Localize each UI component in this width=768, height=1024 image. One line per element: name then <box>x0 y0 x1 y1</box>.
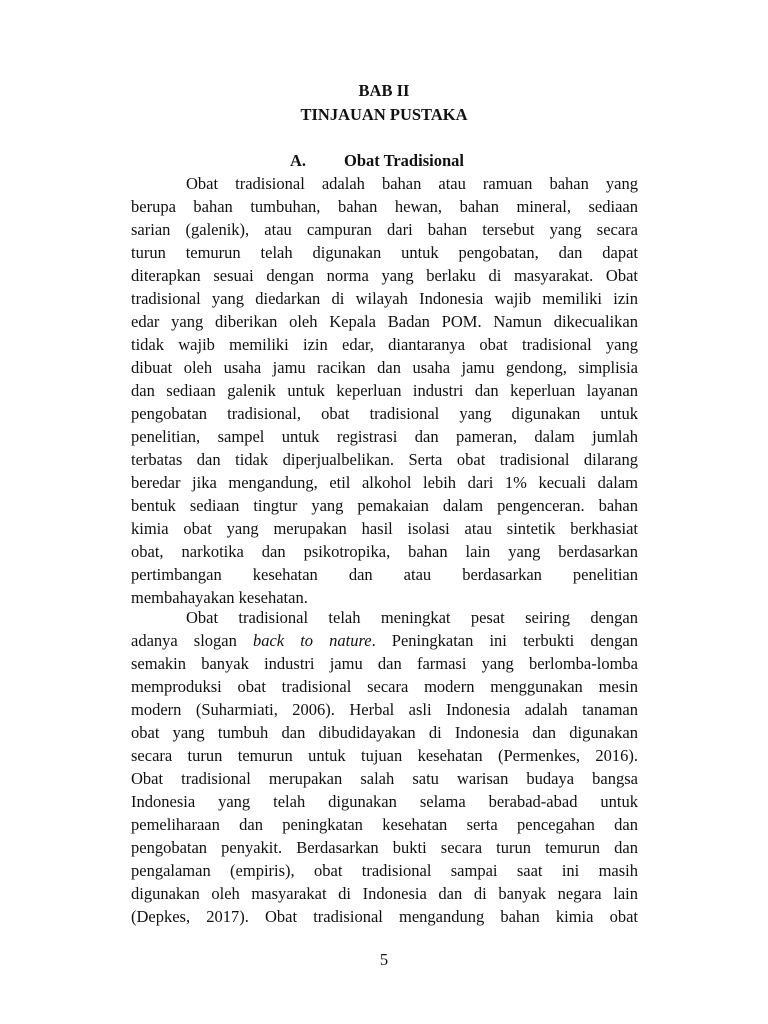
paragraph-line: Obat tradisional adalah bahan atau ramuan bahan yang <box>186 174 638 193</box>
paragraph-line: digunakan oleh masyarakat di Indonesia dan di banyak negara lain <box>131 884 638 903</box>
paragraph-line: berupa bahan tumbuhan, bahan hewan, bahan mineral, sediaan <box>131 197 638 216</box>
paragraph-line: pemeliharaan dan peningkatan kesehatan serta pencegahan dan <box>131 815 638 834</box>
paragraph-line: Obat tradisional telah meningkat pesat seiring dengan <box>186 608 638 627</box>
section-title: Obat Tradisional <box>344 151 464 170</box>
paragraph-line: tradisional yang diedarkan di wilayah Indonesia wajib memiliki izin <box>131 289 638 308</box>
section-heading <box>290 150 464 172</box>
paragraph-line: diterapkan sesuai dengan norma yang berlaku di masyarakat. Obat <box>131 266 638 285</box>
paragraph-line: turun temurun telah digunakan untuk pengobatan, dan dapat <box>131 243 638 262</box>
paragraph-line: membahayakan kesehatan. <box>131 588 308 607</box>
paragraph-line: dan sediaan galenik untuk keperluan industri dan keperluan layanan <box>131 381 638 400</box>
paragraph-line: tidak wajib memiliki izin edar, diantaranya obat tradisional yang <box>131 335 638 354</box>
paragraph-line: pengobatan tradisional, obat tradisional yang digunakan untuk <box>131 404 638 423</box>
paragraph-line-with-italic <box>131 629 638 652</box>
paragraph-line: semakin banyak industri jamu dan farmasi yang berlomba-lomba <box>131 654 638 673</box>
paragraph-line: edar yang diberikan oleh Kepala Badan POM. Namun dikecualikan <box>131 312 638 331</box>
paragraph-line: pengobatan penyakit. Berdasarkan bukti secara turun temurun dan <box>131 838 638 857</box>
section-number: A. <box>290 151 307 170</box>
paragraph-line: (Depkes, 2017). Obat tradisional mengandung bahan kimia obat <box>131 907 638 926</box>
italic-phrase: back to nature <box>252 631 372 650</box>
paragraph-line: modern (Suharmiati, 2006). Herbal asli Indonesia adalah tanaman <box>131 700 638 719</box>
page-number: 5 <box>379 950 389 969</box>
paragraph-line: kimia obat yang merupakan hasil isolasi atau sintetik berkhasiat <box>131 519 638 538</box>
paragraph-line: dibuat oleh usaha jamu racikan dan usaha jamu gendong, simplisia <box>131 358 638 377</box>
paragraph-line: penelitian, sampel untuk registrasi dan pameran, dalam jumlah <box>131 427 638 446</box>
paragraph-1 <box>131 172 638 609</box>
paragraph-line: Obat tradisional merupakan salah satu warisan budaya bangsa <box>131 769 638 788</box>
text-run: adanya slogan <box>131 631 253 650</box>
paragraph-line: sarian (galenik), atau campuran dari bahan tersebut yang secara <box>131 220 638 239</box>
paragraph-line: obat, narkotika dan psikotropika, bahan lain yang berdasarkan <box>131 542 638 561</box>
paragraph-line: Indonesia yang telah digunakan selama berabad-abad untuk <box>131 792 638 811</box>
paragraph-line: secara turun temurun untuk tujuan kesehatan (Permenkes, 2016). <box>131 746 638 765</box>
paragraph-line: pengalaman (empiris), obat tradisional sampai saat ini masih <box>131 861 638 880</box>
text-run: . Peningkatan ini terbukti dengan <box>371 631 638 650</box>
paragraph-line: terbatas dan tidak diperjualbelikan. Serta obat tradisional dilarang <box>131 450 638 469</box>
paragraph-line: memproduksi obat tradisional secara modern menggunakan mesin <box>131 677 638 696</box>
chapter-title: TINJAUAN PUSTAKA <box>300 105 468 124</box>
paragraph-line: pertimbangan kesehatan dan atau berdasarkan penelitian <box>131 565 638 584</box>
paragraph-line: bentuk sediaan tingtur yang pemakaian dalam pengenceran. bahan <box>131 496 638 515</box>
paragraph-2 <box>131 606 638 928</box>
paragraph-line: beredar jika mengandung, etil alkohol lebih dari 1% kecuali dalam <box>131 473 638 492</box>
chapter-number: BAB II <box>358 81 410 100</box>
paragraph-line: obat yang tumbuh dan dibudidayakan di Indonesia dan digunakan <box>131 723 638 742</box>
